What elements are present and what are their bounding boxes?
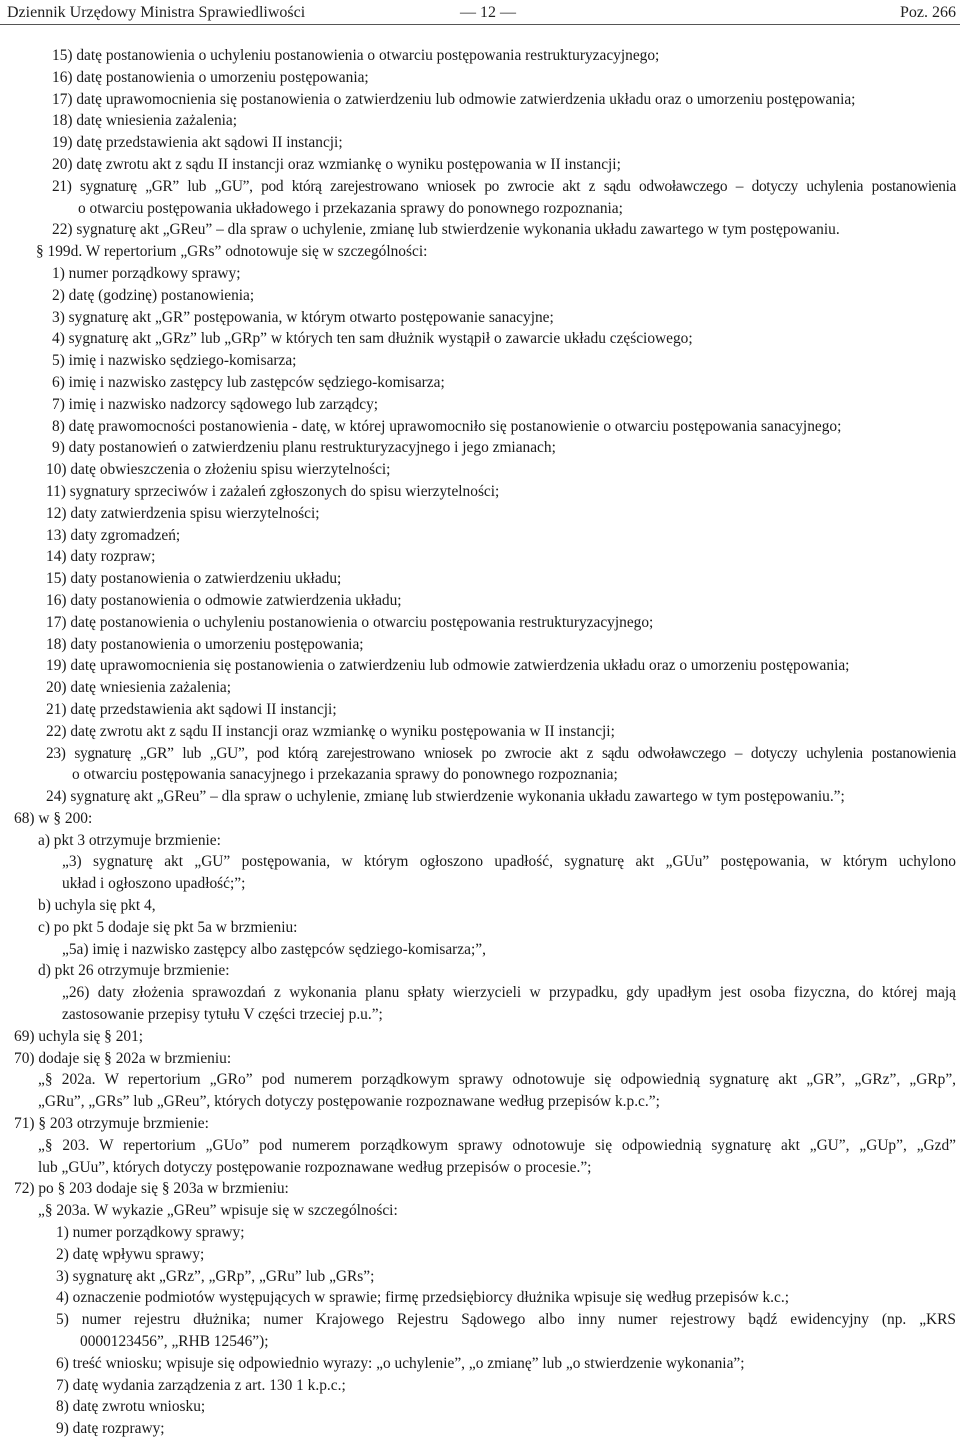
text-line: 9) daty postanowień o zatwierdzeniu planu restrukturyzacyjnego i jego zmianach;: [52, 439, 556, 457]
text-line: 8) datę prawomocności postanowienia - datę, w której uprawomocniło się postanowienie o otwarciu postępowania sanacyjnego;: [52, 417, 842, 435]
text-line: 10) datę obwieszczenia o złożeniu spisu wierzytelności;: [46, 461, 391, 479]
text-line: 12) daty zatwierdzenia spisu wierzytelności;: [46, 504, 320, 522]
text-line: o otwarciu postępowania sanacyjnego i przekazania sprawy do ponownego rozpoznania;: [72, 766, 618, 784]
text-line: 22) datę zwrotu akt z sądu II instancji oraz wzmiankę o wyniku postępowania w II instancji;: [46, 722, 615, 740]
text-line: 5) numer rejestru dłużnika; numer Krajowego Rejestru Sądowego albo inny numer rejestrowy bądź ewidencyjny (np. „KRS: [56, 1311, 956, 1329]
text-line: 17) datę uprawomocnienia się postanowienia o zatwierdzeniu lub odmowie zatwierdzenia układu oraz o umorzeniu postępowania;: [52, 90, 856, 108]
text-line: 0000123456”, „RHB 12546”);: [80, 1333, 269, 1351]
text-line: b) uchyla się pkt 4,: [38, 897, 156, 915]
text-line: 20) datę wniesienia zażalenia;: [46, 679, 232, 697]
text-line: 7) imię i nazwisko nadzorcy sądowego lub zarządcy;: [52, 395, 379, 413]
text-line: „3) sygnaturę akt „GU” postępowania, w którym ogłoszono upadłość, sygnaturę akt „GUu” postępowania, w którym uchylono: [62, 853, 956, 871]
text-line: 1) numer porządkowy sprawy;: [52, 264, 241, 282]
text-line: 19) datę przedstawienia akt sądowi II instancji;: [52, 134, 343, 152]
text-line: 7) datę wydania zarządzenia z art. 130 1 k.p.c.;: [56, 1376, 346, 1394]
text-line: a) pkt 3 otrzymuje brzmienie:: [38, 831, 221, 849]
page-header: [0, 2, 960, 24]
text-line: „26) daty złożenia sprawozdań z wykonania planu spłaty wierzycieli w przypadku, gdy upadłym jest osoba fizyczna, do której mają: [62, 984, 956, 1002]
text-line: 15) datę postanowienia o uchyleniu postanowienia o otwarciu postępowania restrukturyzacyjnego;: [52, 47, 660, 64]
position-number: Poz. 266: [900, 4, 956, 21]
text-line: lub „GUu”, których dotyczy postępowanie rozpoznawane według przepisów o procesie.”;: [38, 1158, 592, 1176]
text-line: 71) § 203 otrzymuje brzmienie:: [14, 1115, 209, 1133]
text-line: zastosowanie przepisy tytułu V części trzeciej p.u.”;: [62, 1006, 383, 1024]
text-line: 5) imię i nazwisko sędziego-komisarza;: [52, 352, 297, 370]
text-line: 14) daty rozpraw;: [46, 548, 156, 566]
text-line: o otwarciu postępowania układowego i przekazania sprawy do ponownego rozpoznania;: [78, 199, 623, 217]
text-line: „GRu”, „GRs” lub „GReu”, których dotyczy postępowanie rozpoznawane według przepisów k.p.c.”;: [38, 1093, 660, 1111]
text-line: 15) daty postanowienia o zatwierdzeniu układu;: [46, 570, 342, 588]
text-line: 18) daty postanowienia o umorzeniu postępowania;: [46, 635, 364, 653]
text-line: 11) sygnatury sprzeciwów i zażaleń zgłoszonych do spisu wierzytelności;: [46, 482, 500, 500]
text-line: 72) po § 203 dodaje się § 203a w brzmieniu:: [14, 1180, 289, 1198]
text-line: 23) sygnaturę „GR” lub „GU”, pod którą zarejestrowano wniosek po zwrocie akt z sądu odwoławczego – dotyczy uchylenia postanowienia: [46, 744, 956, 762]
header-rule: [0, 24, 960, 25]
text-line: „§ 202a. W repertorium „GRo” pod numerem porządkowym sprawy odnotowuje się odpowiednią sygnaturę akt „GR”, „GRz”, „GRp”,: [38, 1071, 956, 1089]
text-line: 21) sygnaturę „GR” lub „GU”, pod którą zarejestrowano wniosek po zwrocie akt z sądu odwoławczego – dotyczy uchylenia postanowienia: [52, 177, 956, 195]
text-line: „§ 203. W repertorium „GUo” pod numerem porządkowym sprawy odnotowuje się odpowiednią sygnaturę akt „GU”, „GUp”, „Gzd”: [38, 1136, 956, 1154]
text-line: c) po pkt 5 dodaje się pkt 5a w brzmieniu:: [38, 918, 298, 936]
text-line: 21) datę przedstawienia akt sądowi II instancji;: [46, 700, 337, 718]
text-line: 69) uchyla się § 201;: [14, 1027, 144, 1045]
text-line: 4) sygnaturę akt „GRz” lub „GRp” w których ten sam dłużnik wystąpił o zawarcie układu częściowego;: [52, 330, 693, 348]
text-line: „5a) imię i nazwisko zastępcy albo zastępców sędziego-komisarza;”,: [62, 940, 486, 958]
text-line: 4) oznaczenie podmiotów występujących w sprawie; firmę przedsiębiorcy dłużnika wpisuje się według przepisów k.c.;: [56, 1289, 789, 1307]
text-line: d) pkt 26 otrzymuje brzmienie:: [38, 962, 230, 980]
text-line: 1) numer porządkowy sprawy;: [56, 1224, 245, 1242]
text-line: 18) datę wniesienia zażalenia;: [52, 112, 238, 130]
text-line: § 199d. W repertorium „GRs” odnotowuje się w szczególności:: [36, 243, 428, 261]
text-line: „§ 203a. W wykazie „GReu” wpisuje się w szczególności:: [38, 1202, 398, 1220]
text-line: 16) daty postanowienia o odmowie zatwierdzenia układu;: [46, 591, 402, 609]
text-line: układ i ogłoszono upadłość;”;: [62, 875, 246, 893]
text-line: 3) sygnaturę akt „GRz”, „GRp”, „GRu” lub „GRs”;: [56, 1267, 375, 1285]
text-line: 8) datę zwrotu wniosku;: [56, 1398, 206, 1416]
text-line: 68) w § 200:: [14, 809, 93, 827]
text-line: 17) datę postanowienia o uchyleniu postanowienia o otwarciu postępowania restrukturyzacyjnego;: [46, 613, 654, 631]
text-line: 22) sygnaturę akt „GReu” – dla spraw o uchylenie, zmianę lub stwierdzenie wykonania układu zawartego w tym postępowaniu.: [52, 221, 840, 239]
text-line: 70) dodaje się § 202a w brzmieniu:: [14, 1049, 232, 1067]
document-body: [0, 45, 960, 1440]
text-line: 20) datę zwrotu akt z sądu II instancji oraz wzmiankę o wyniku postępowania w II instancji;: [52, 155, 621, 173]
page-number: — 12 —: [460, 4, 516, 21]
text-line: 6) imię i nazwisko zastępcy lub zastępców sędziego-komisarza;: [52, 373, 445, 391]
text-line: 9) datę rozprawy;: [56, 1420, 165, 1438]
text-line: 6) treść wniosku; wpisuje się odpowiednio wyrazy: „o uchylenie”, „o zmianę” lub „o stwierdzenie wykonania”;: [56, 1354, 745, 1372]
text-line: 13) daty zgromadzeń;: [46, 526, 181, 544]
text-line: 2) datę (godzinę) postanowienia;: [52, 286, 255, 304]
text-line: 2) datę wpływu sprawy;: [56, 1245, 205, 1263]
journal-title: Dziennik Urzędowy Ministra Sprawiedliwości: [7, 4, 306, 21]
text-line: 3) sygnaturę akt „GR” postępowania, w którym otwarto postępowanie sanacyjne;: [52, 308, 554, 326]
text-line: 24) sygnaturę akt „GReu” – dla spraw o uchylenie, zmianę lub stwierdzenie wykonania układu zawartego w tym postępowaniu.”;: [46, 788, 845, 806]
text-line: 16) datę postanowienia o umorzeniu postępowania;: [52, 68, 369, 86]
text-line: 19) datę uprawomocnienia się postanowienia o zatwierdzeniu lub odmowie zatwierdzenia układu oraz o umorzeniu postępowania;: [46, 657, 850, 675]
